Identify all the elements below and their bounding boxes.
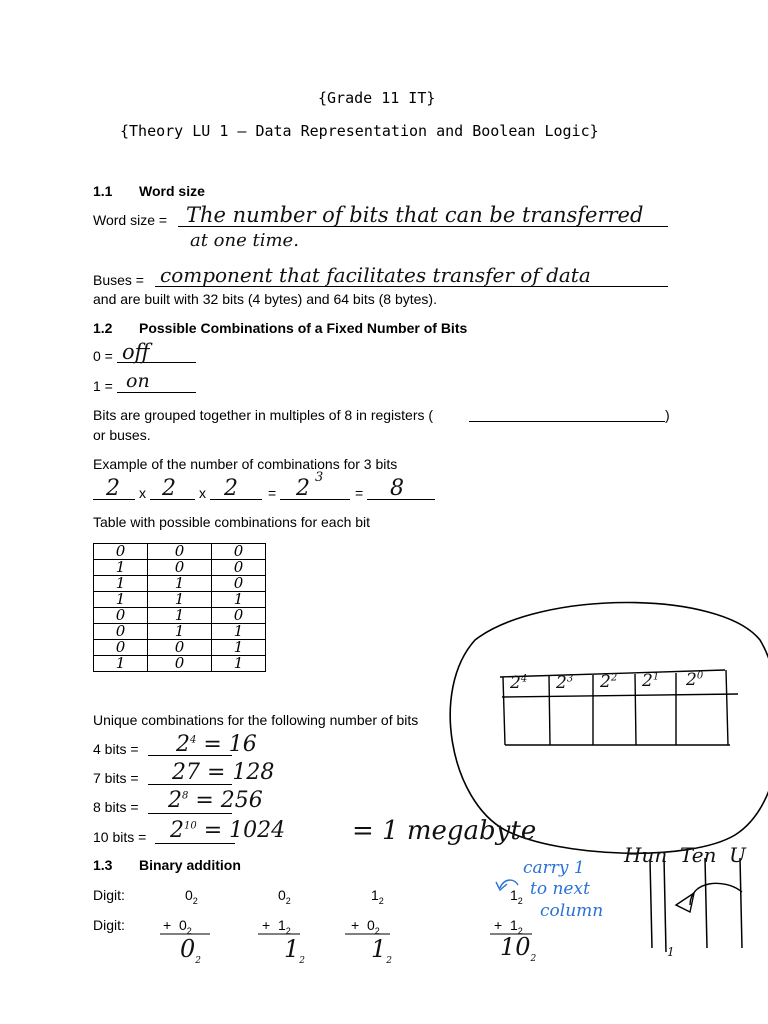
addend-top: $1_2$ [371, 887, 384, 906]
table-cell: 0 [148, 560, 212, 576]
sum-result: $10_2$ [500, 933, 537, 964]
unique-row-answer: $2^{10} = 1024$ [170, 818, 286, 843]
eq-times-2: x [199, 485, 206, 501]
section-title: Binary addition [139, 857, 241, 873]
word-size-answer-line2: at one time. [190, 230, 299, 251]
one-answer: on [126, 370, 150, 392]
digit-label: Digit: [93, 917, 125, 933]
unique-row-answer: $2^8 = 256$ [168, 788, 263, 813]
eq-b: 2 [162, 476, 176, 501]
place-value-header: $2^2$ [600, 672, 618, 692]
unique-row-label: 7 bits = [93, 770, 139, 786]
table-cell: 1 [148, 608, 212, 624]
eq-pow-exp: 3 [315, 470, 324, 485]
place-headers: Hun Ten U [624, 843, 746, 867]
table-cell: 1 [148, 576, 212, 592]
place-value-header: $2^3$ [556, 673, 574, 693]
answer-line [155, 843, 235, 844]
table-cell: 0 [94, 608, 148, 624]
section-number: 1.1 [93, 183, 113, 199]
place-value-header: $2^1$ [642, 671, 660, 691]
table-cell: 1 [212, 592, 266, 608]
one-label: 1 = [93, 378, 113, 394]
buses-label: Buses = [93, 272, 144, 288]
addend-top: $1_2$ [510, 887, 523, 906]
table-cell: 1 [212, 656, 266, 672]
addend-bottom: + $0_2$ [163, 917, 192, 936]
carry-note: to next [530, 879, 590, 899]
table-cell: 1 [212, 624, 266, 640]
section-number: 1.2 [93, 320, 113, 336]
unique-row-label: 8 bits = [93, 799, 139, 815]
section-number: 1.3 [93, 857, 113, 873]
digit-label: Digit: [93, 887, 125, 903]
eq-result: 8 [390, 476, 404, 501]
megabyte-note: = 1 megabyte [352, 816, 537, 846]
eq-times-1: x [139, 485, 146, 501]
eq-equals-1: = [268, 485, 277, 501]
unique-row-answer: $2^4 = 16$ [176, 732, 257, 757]
carry-note: carry 1 [523, 858, 585, 878]
table-cell: 0 [212, 560, 266, 576]
table-cell: 1 [94, 560, 148, 576]
table-cell: 0 [94, 624, 148, 640]
table-cell: 1 [94, 576, 148, 592]
table-cell: 1 [148, 592, 212, 608]
table-cell: 1 [148, 624, 212, 640]
table-cell: 0 [148, 640, 212, 656]
zero-answer: off [122, 340, 150, 364]
sum-result: $1_2$ [371, 935, 393, 966]
addend-top: $0_2$ [185, 887, 198, 906]
section-title: Possible Combinations of a Fixed Number of Bits [139, 320, 468, 336]
carry-arrow [690, 883, 742, 905]
column-mark: 1 [667, 945, 675, 959]
table-cell: 1 [94, 656, 148, 672]
table-cell: 0 [212, 544, 266, 560]
page-grade: {Grade 11 IT} [318, 89, 436, 107]
unique-row-label: 4 bits = [93, 741, 139, 757]
eq-a: 2 [106, 476, 120, 501]
page-title: {Theory LU 1 – Data Representation and Boolean Logic} [120, 122, 599, 140]
column-lines [650, 858, 742, 952]
eq-equals-2: = [355, 485, 364, 501]
place-value-header: $2^4$ [510, 673, 528, 693]
grouped-text: Bits are grouped together in multiples of 8 in registers ( [93, 407, 434, 423]
word-size-label: Word size = [93, 212, 168, 228]
addend-top: $0_2$ [278, 887, 291, 906]
table-cell: 1 [212, 640, 266, 656]
grouped-close: ) [665, 407, 670, 423]
addend-bottom: + $0_2$ [351, 917, 380, 936]
grouped-text-2: or buses. [93, 427, 151, 443]
table-cell: 0 [94, 544, 148, 560]
table-cell: 0 [94, 640, 148, 656]
table-cell: 0 [212, 576, 266, 592]
sum-result: $0_2$ [180, 935, 202, 966]
eq-pow-base: 2 [296, 476, 310, 501]
table-label: Table with possible combinations for each bit [93, 514, 371, 530]
word-size-answer-line1: The number of bits that can be transferred [186, 203, 644, 227]
eq-c: 2 [224, 476, 238, 501]
answer-line [148, 813, 232, 814]
table-cell: 0 [148, 544, 212, 560]
buses-note: and are built with 32 bits (4 bytes) and 64 bits (8 bytes). [93, 291, 437, 307]
example-label: Example of the number of combinations for 3 bits [93, 456, 398, 472]
addend-bottom: + $1_2$ [494, 917, 523, 936]
unique-row-answer: 27 = 128 [172, 760, 275, 785]
unique-row-label: 10 bits = [93, 829, 147, 845]
place-value-header: $2^0$ [686, 670, 704, 690]
table-cell: 0 [212, 608, 266, 624]
table-cell: 0 [148, 656, 212, 672]
buses-answer: component that facilitates transfer of data [160, 263, 591, 287]
section-title: Word size [139, 183, 205, 199]
addend-bottom: + $1_2$ [262, 917, 291, 936]
carry-note: column [540, 901, 604, 921]
sum-result: $1_2$ [284, 935, 306, 966]
zero-label: 0 = [93, 348, 113, 364]
unique-label: Unique combinations for the following number of bits [93, 712, 419, 728]
table-cell: 1 [94, 592, 148, 608]
